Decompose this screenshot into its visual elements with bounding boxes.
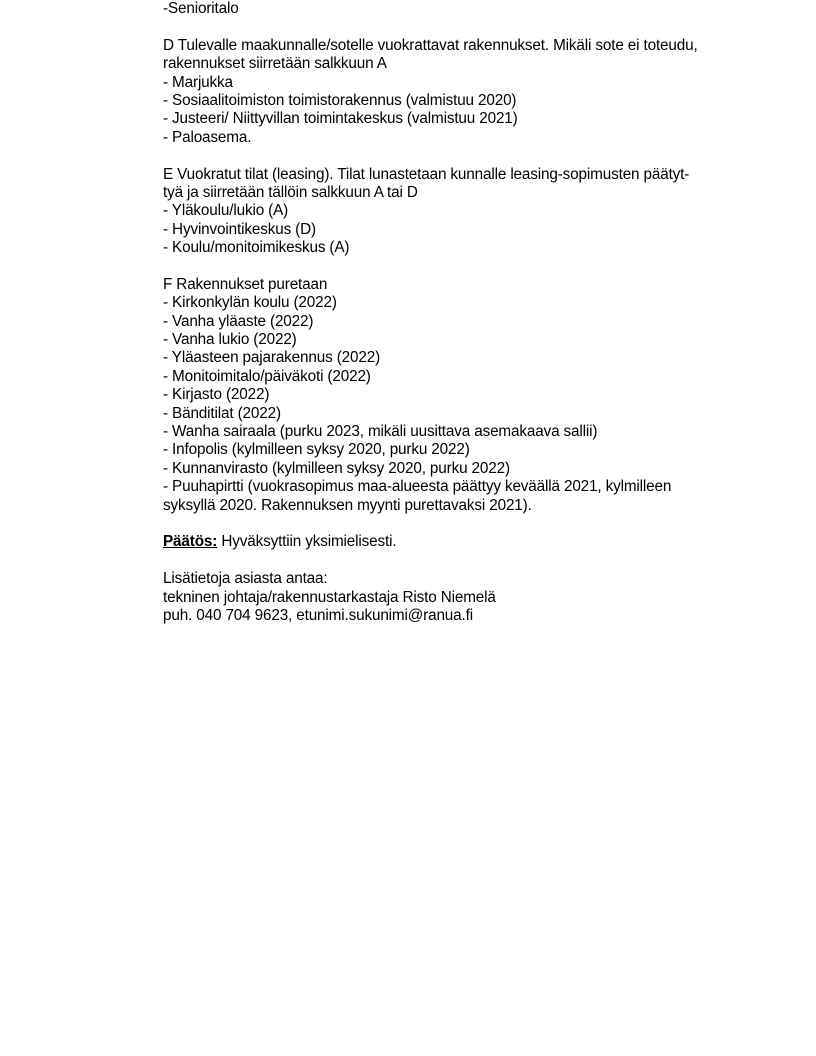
document-page <box>163 0 763 625</box>
list-item: - Yläkoulu/lukio (A) <box>163 202 289 220</box>
decision-label: Päätös: <box>163 533 218 551</box>
spacer <box>163 552 763 570</box>
section-heading: D Tulevalle maakunnalle/sotelle vuokrattavat rakennukset. Mikäli sote ei toteudu, <box>163 36 698 54</box>
list-item: - Monitoimitalo/päiväkoti (2022) <box>163 367 371 385</box>
spacer <box>163 18 763 36</box>
list-item: - Kirkonkylän koulu (2022) <box>163 294 337 312</box>
spacer <box>163 515 763 533</box>
list-item: - Kirjasto (2022) <box>163 386 270 404</box>
section-heading: tyä ja siirretään tällöin salkkuun A tai D <box>163 183 418 201</box>
section-f <box>163 276 763 515</box>
list-item: - Koulu/monitoimikeskus (A) <box>163 239 350 257</box>
contact-intro: Lisätietoja asiasta antaa: <box>163 570 328 588</box>
list-item: - Vanha yläaste (2022) <box>163 312 314 330</box>
list-item: - Puuhapirtti (vuokrasopimus maa-alueesta päättyy keväällä 2021, kylmilleen <box>163 478 672 496</box>
section-heading: E Vuokratut tilat (leasing). Tilat lunastetaan kunnalle leasing-sopimusten päätyt- <box>163 165 690 183</box>
list-item: - Bänditilat (2022) <box>163 404 281 422</box>
list-item: - Sosiaalitoimiston toimistorakennus (valmistuu 2020) <box>163 91 517 109</box>
list-item: - Hyvinvointikeskus (D) <box>163 220 316 238</box>
list-item: - Yläasteen pajarakennus (2022) <box>163 349 381 367</box>
section-d <box>163 37 763 147</box>
contact-person: tekninen johtaja/rakennustarkastaja Risto Niemelä <box>163 588 496 606</box>
list-item: - Marjukka <box>163 73 233 91</box>
decision <box>163 533 763 551</box>
section-heading: F Rakennukset puretaan <box>163 275 328 293</box>
list-item: - Wanha sairaala (purku 2023, mikäli uusittava asemakaava sallii) <box>163 422 598 440</box>
list-item: - Paloasema. <box>163 128 252 146</box>
list-item: - Justeeri/ Niittyvillan toimintakeskus (valmistuu 2021) <box>163 110 518 128</box>
list-item: - Infopolis (kylmilleen syksy 2020, purku 2022) <box>163 441 470 459</box>
list-item: - Kunnanvirasto (kylmilleen syksy 2020, purku 2022) <box>163 459 510 477</box>
contact-details: puh. 040 704 9623, etunimi.sukunimi@ranua.fi <box>163 606 473 624</box>
list-item: syksyllä 2020. Rakennuksen myynti purettavaksi 2021). <box>163 496 532 514</box>
contact-info <box>163 570 763 625</box>
section-e <box>163 166 763 258</box>
list-item: -Senioritalo <box>163 0 239 17</box>
decision-text: Hyväksyttiin yksimielisesti. <box>217 533 397 551</box>
spacer <box>163 147 763 165</box>
spacer <box>163 257 763 275</box>
section-heading: rakennukset siirretään salkkuun A <box>163 55 387 73</box>
list-item: - Vanha lukio (2022) <box>163 331 297 349</box>
